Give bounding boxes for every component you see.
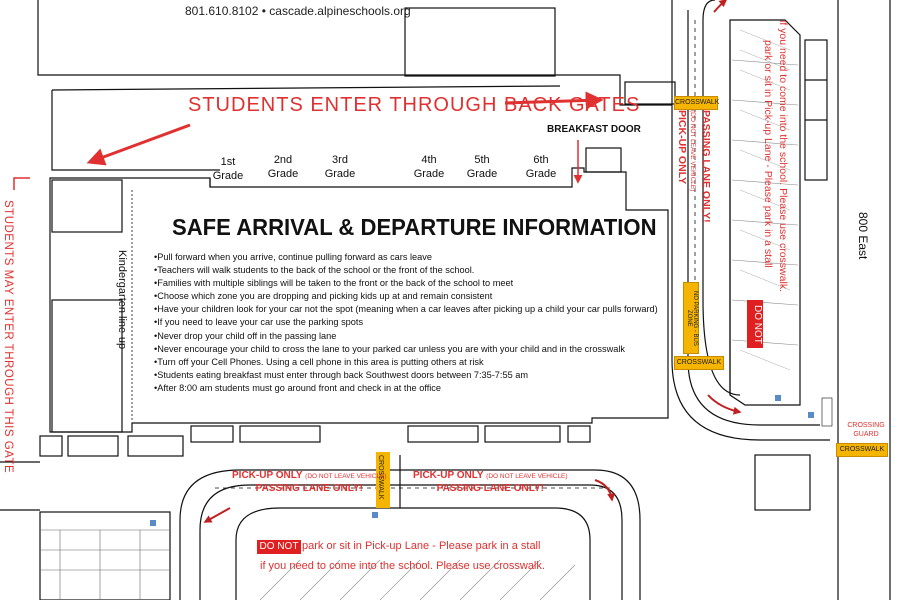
grade-label — [203, 155, 253, 183]
rule-item: •Students eating breakfast must enter through back Southwest doors between 7:35-7:55 am — [154, 369, 529, 380]
do-not-badge-south: DO NOT — [257, 540, 301, 554]
no-parking-bus-zone-label: NO PARKING - BUS ZONE — [683, 282, 699, 354]
west-gate-label-wrapper — [2, 200, 30, 474]
passing-lane-text: PASSING LANE ONLY! — [255, 483, 363, 494]
grade-number: 3rd — [332, 154, 348, 166]
rule-item: •If you need to leave your car use the parking spots — [154, 317, 364, 328]
grade-word: Grade — [466, 168, 498, 180]
building-annex — [586, 148, 621, 172]
crossing-guard-label: CROSSING GUARD — [847, 422, 885, 438]
contact-info: 801.610.8102 • cascade.alpineschools.org — [185, 4, 411, 18]
rule-item: •Teachers will walk students to the back of the school or the front of the school. — [154, 265, 475, 276]
rule-item: •Never drop your child off in the passing lane — [154, 330, 337, 341]
grade-number: 5th — [474, 154, 490, 166]
breakfast-door-label: BREAKFAST DOOR — [547, 124, 641, 135]
rule-item: •Families with multiple siblings will be taken to the front or the back of the school to meet — [154, 278, 514, 289]
pickup-note-text: (DO NOT LEAVE VEHICLE) — [689, 110, 696, 192]
crosswalk-south — [377, 455, 391, 505]
rule-item: •Pull forward when you arrive, continue pulling forward as cars leave — [154, 252, 432, 262]
passing-lane-text: PASSING LANE ONLY! — [700, 110, 712, 223]
classroom-block — [52, 300, 122, 432]
grade-label — [315, 153, 365, 181]
pickup-only-text: PICK-UP ONLY — [413, 470, 484, 481]
lane-arrow — [708, 395, 740, 412]
students-may-enter-label: STUDENTS MAY ENTER THROUGH THIS GATE — [2, 200, 14, 474]
rule-item: •Choose which zone you are dropping and picking kids up at and remain consistent — [154, 291, 493, 302]
grade-label — [404, 153, 454, 181]
do-not-badge-east: DO NOT — [747, 300, 763, 348]
lane-arrow — [714, 0, 726, 12]
grade-number: 2nd — [273, 154, 293, 166]
passing-lane-text: PASSING LANE ONLY! — [436, 483, 544, 494]
south-pickup-label-west — [232, 470, 387, 495]
street-label: 800 East — [856, 212, 870, 260]
rule-item: •Never encourage your child to cross the lane to your parked car unless you are with your child and in the crosswalk — [154, 343, 625, 354]
info-title: SAFE ARRIVAL & DEPARTURE INFORMATION — [172, 214, 657, 240]
crosswalk-label: CROSSWALK — [377, 455, 384, 500]
grade-number: 1st — [220, 156, 236, 168]
east-warning-line1 — [762, 40, 774, 360]
east-passing-label — [700, 110, 712, 223]
arrow-to-west-gate — [90, 125, 190, 162]
grade-number: 6th — [533, 154, 549, 166]
pickup-note-text: (DO NOT LEAVE VEHICLE) — [486, 473, 568, 480]
crosswalk-label: CROSSWALK — [674, 356, 724, 370]
east-warning-line2 — [777, 20, 789, 340]
grade-word: Grade — [324, 168, 356, 180]
east-pickup-note — [689, 110, 696, 191]
grade-label — [258, 153, 308, 181]
lane-arrow — [205, 508, 230, 522]
rule-item: •Turn off your Cell Phones. Using a cell phone in this area is putting others at risk — [154, 356, 484, 367]
grade-number: 4th — [421, 154, 437, 166]
grade-word: Grade — [413, 168, 445, 180]
south-pickup-label-east — [413, 470, 568, 495]
rules-list — [154, 251, 658, 395]
pickup-only-text: PICK-UP ONLY — [232, 470, 303, 481]
rule-item: •Have your children look for your car not the spot (meaning when a car leaves after picking up a child your car pulls forward) — [154, 304, 658, 315]
grade-word: Grade — [525, 168, 557, 180]
west-gate-arrow — [14, 178, 30, 190]
lane-arrow — [595, 480, 612, 500]
grade-word: Grade — [212, 170, 244, 182]
pickup-only-text: PICK-UP ONLY — [676, 110, 688, 185]
east-pickup-lane — [672, 0, 830, 440]
warning-text: if you need to come into the school. Please use crosswalk. — [777, 20, 789, 292]
pickup-note-text: (DO NOT LEAVE VEHICLE) — [305, 473, 387, 480]
south-warning-line2: if you need to come into the school. Please use crosswalk. — [260, 560, 545, 572]
grade-label — [457, 153, 507, 181]
grade-label — [516, 153, 566, 181]
south-warning-line1: park or sit in Pick-up Lane - Please park in a stall — [302, 540, 541, 552]
kindergarten-lineup-label: Kindergarten line-up — [116, 250, 128, 350]
grade-word: Grade — [267, 168, 299, 180]
students-enter-back-label: STUDENTS ENTER THROUGH BACK GATES — [188, 94, 641, 116]
rule-item: •After 8:00 am students must go around front and check in at the office — [154, 382, 442, 393]
east-pickup-label — [676, 110, 688, 184]
classroom-block — [52, 180, 122, 232]
crosswalk-label: CROSSWALK — [836, 443, 888, 457]
building-north-wing — [405, 8, 555, 76]
warning-text: park or sit in Pick-up Lane - Please park in a stall — [762, 40, 774, 268]
crosswalk-label: CROSSWALK — [674, 96, 718, 110]
